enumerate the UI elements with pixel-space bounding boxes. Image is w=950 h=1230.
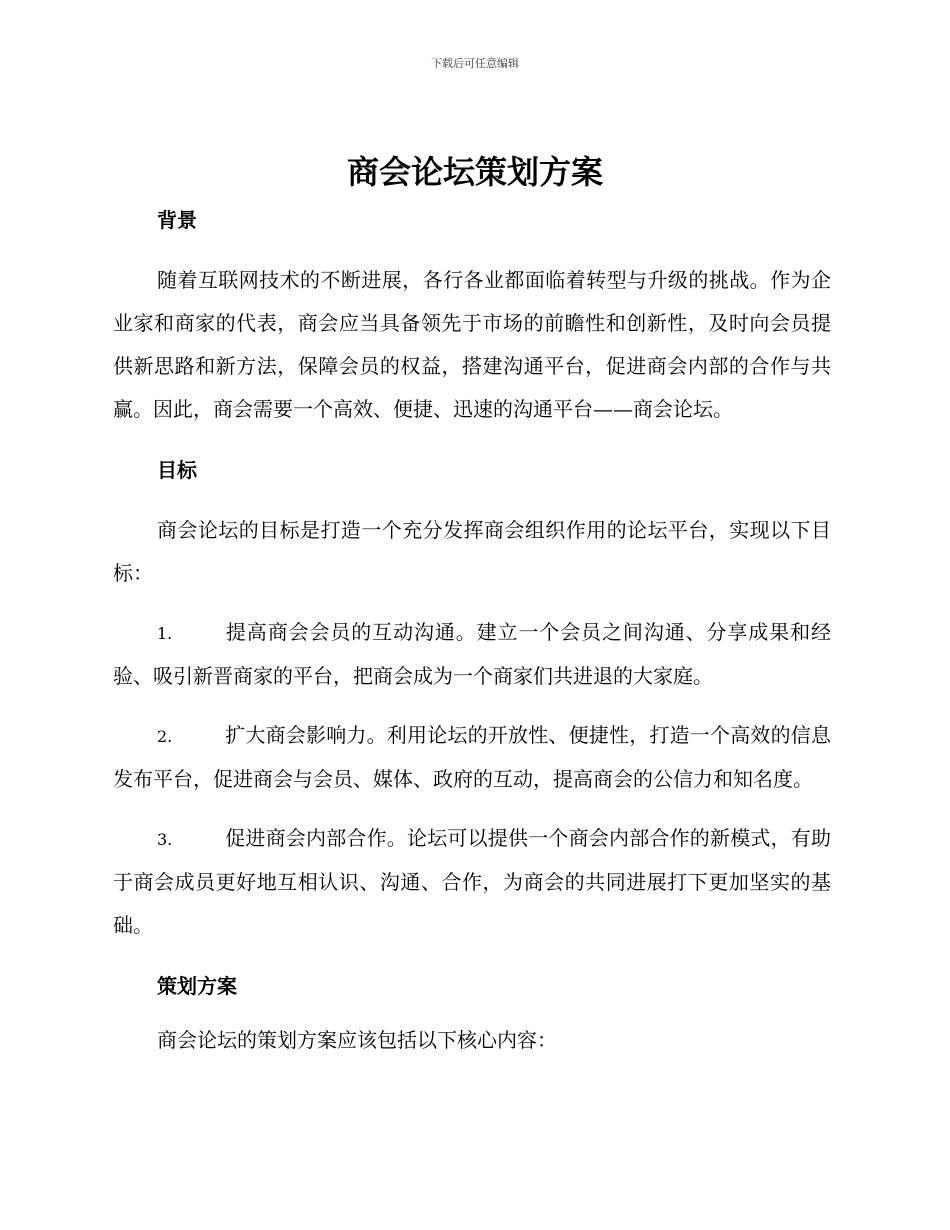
section-heading-background: 背景 (157, 208, 197, 232)
goals-intro-paragraph: 商会论坛的目标是打造一个充分发挥商会组织作用的论坛平台，实现以下目标： (113, 518, 831, 585)
section-heading-plan: 策划方案 (157, 974, 237, 998)
goal-list-text: 提高商会会员的互动沟通。建立一个会员之间沟通、分享成果和经验、吸引新晋商家的平台，把商会成为一个商家们共进退的大家庭。 (113, 620, 831, 688)
goal-list-text: 促进商会内部合作。论坛可以提供一个商会内部合作的新模式，有助于商会成员更好地互相认识、沟通、合作，为商会的共同进展打下更加坚实的基础。 (113, 826, 831, 937)
page-header-note: 下载后可任意编辑 (431, 57, 519, 70)
background-paragraph: 随着互联网技术的不断进展，各行各业都面临着转型与升级的挑战。作为企业家和商家的代表，商会应当具备领先于市场的前瞻性和创新性，及时向会员提供新思路和新方法，保障会员的权益，搭建沟通平台，促进商会内部的合作与共赢。因此，商会需要一个高效、便捷、迅速的沟通平台——商会论坛。 (113, 268, 831, 421)
document-title: 商会论坛策划方案 (346, 153, 603, 191)
plan-intro-paragraph: 商会论坛的策划方案应该包括以下核心内容： (157, 1028, 557, 1052)
goal-list-number: 3. (157, 830, 173, 849)
goal-list-number: 2. (157, 727, 173, 746)
goal-list-item (113, 817, 831, 947)
goal-list-item (113, 714, 831, 801)
goal-list-item (113, 611, 831, 698)
goal-list-text: 扩大商会影响力。利用论坛的开放性、便捷性，打造一个高效的信息发布平台，促进商会与会员、媒体、政府的互动，提高商会的公信力和知名度。 (113, 723, 831, 791)
document-body (113, 203, 831, 1062)
goal-list-number: 1. (157, 624, 173, 643)
section-heading-goals: 目标 (157, 458, 197, 482)
